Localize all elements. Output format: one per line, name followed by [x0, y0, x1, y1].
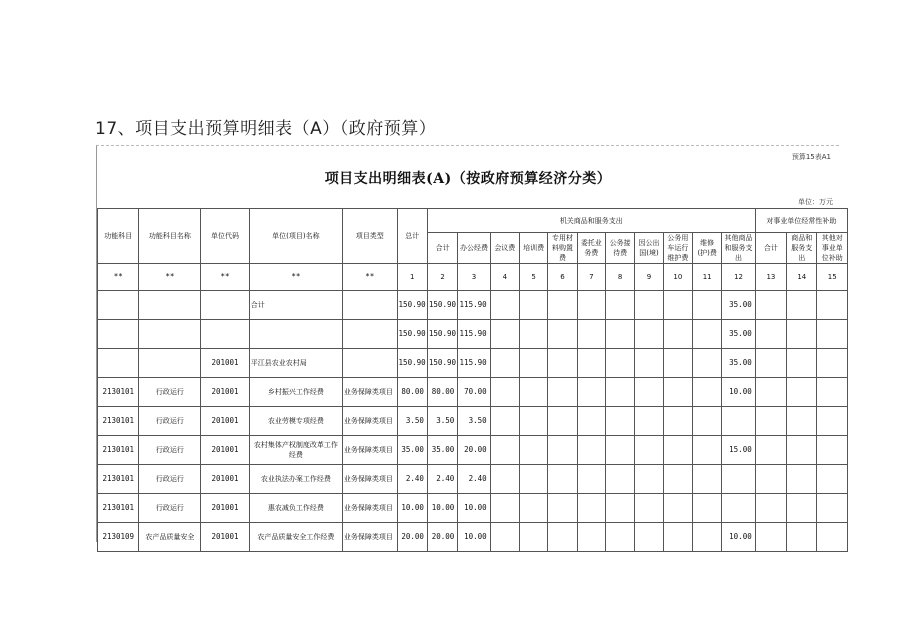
index-cell: ** [201, 264, 250, 291]
empty-cell [755, 523, 786, 552]
cell-subtotal: 150.90 [427, 291, 457, 320]
cell-office-expense: 20.00 [458, 436, 490, 465]
form-code: 预算15表A1 [791, 153, 831, 161]
index-cell: 4 [490, 264, 519, 291]
empty-cell [605, 291, 634, 320]
empty-cell [519, 436, 547, 465]
empty-cell [519, 523, 547, 552]
empty-cell [635, 465, 663, 494]
cell-subtotal: 2.40 [427, 465, 457, 494]
empty-cell [787, 436, 817, 465]
cell-other-goods: 15.00 [722, 436, 755, 465]
table-row [98, 523, 848, 552]
empty-cell [817, 494, 848, 523]
index-cell: ** [139, 264, 201, 291]
cell-total: 80.00 [397, 378, 427, 407]
cell-unit-code: 201001 [201, 349, 250, 378]
cell-func-code: 2130109 [98, 523, 139, 552]
cell-office-expense: 10.00 [458, 494, 490, 523]
header-sub: 委托业务费 [577, 233, 605, 264]
cell-other-goods: 35.00 [722, 291, 755, 320]
cell-subtotal: 150.90 [427, 320, 457, 349]
empty-cell [605, 349, 634, 378]
empty-cell [755, 378, 786, 407]
index-cell: 6 [548, 264, 577, 291]
empty-cell [635, 407, 663, 436]
empty-cell [755, 465, 786, 494]
header-sub: 维修(护)费 [693, 233, 722, 264]
cell-unit-name: 农业劳模专项经费 [249, 407, 342, 436]
header-sub: 公务用车运行维护费 [663, 233, 692, 264]
cell-total: 10.00 [397, 494, 427, 523]
cell-unit-name: 平江县农业农村局 [249, 349, 342, 378]
empty-cell [693, 320, 722, 349]
index-cell: 5 [519, 264, 547, 291]
header-total: 总计 [397, 209, 427, 264]
header-sub: 其他对事业单位补助 [817, 233, 848, 264]
empty-cell [519, 349, 547, 378]
cell-total: 2.40 [397, 465, 427, 494]
empty-cell [635, 436, 663, 465]
header-func-name: 功能科目名称 [139, 209, 201, 264]
empty-cell [817, 465, 848, 494]
cell-unit-code: 201001 [201, 378, 250, 407]
cell-office-expense: 10.00 [458, 523, 490, 552]
cell-total: 35.00 [397, 436, 427, 465]
cell-unit-code: 201001 [201, 494, 250, 523]
cell-total: 3.50 [397, 407, 427, 436]
empty-cell [635, 378, 663, 407]
empty-cell [635, 349, 663, 378]
header-sub: 会议费 [490, 233, 519, 264]
cell-proj-type: 业务保障类项目 [342, 436, 397, 465]
cell-func-name: 行政运行 [139, 465, 201, 494]
empty-cell [663, 523, 692, 552]
cell-other-goods: 35.00 [722, 349, 755, 378]
cell-unit-code [201, 291, 250, 320]
empty-cell [817, 291, 848, 320]
cell-func-code [98, 291, 139, 320]
empty-cell [490, 349, 519, 378]
index-cell: 10 [663, 264, 692, 291]
empty-cell [605, 523, 634, 552]
table-row [98, 291, 848, 320]
header-sub: 合计 [755, 233, 786, 264]
empty-cell [693, 407, 722, 436]
empty-cell [787, 291, 817, 320]
empty-cell [817, 320, 848, 349]
cell-func-name: 行政运行 [139, 407, 201, 436]
empty-cell [548, 378, 577, 407]
header-sub: 专用材料购置费 [548, 233, 577, 264]
cell-unit-code: 201001 [201, 436, 250, 465]
cell-func-code: 2130101 [98, 494, 139, 523]
index-cell: 7 [577, 264, 605, 291]
index-cell: 9 [635, 264, 663, 291]
empty-cell [663, 436, 692, 465]
cell-unit-name: 农村集体产权制度改革工作经费 [249, 436, 342, 465]
empty-cell [577, 291, 605, 320]
cell-proj-type: 业务保障类项目 [342, 465, 397, 494]
project-expenditure-table [97, 208, 848, 552]
empty-cell [605, 436, 634, 465]
empty-cell [787, 494, 817, 523]
cell-unit-name: 惠农减负工作经费 [249, 494, 342, 523]
empty-cell [577, 378, 605, 407]
cell-proj-type: 业务保障类项目 [342, 378, 397, 407]
empty-cell [693, 349, 722, 378]
empty-cell [519, 291, 547, 320]
empty-cell [693, 291, 722, 320]
index-row [98, 264, 848, 291]
cell-subtotal: 10.00 [427, 494, 457, 523]
empty-cell [755, 436, 786, 465]
cell-unit-code [201, 320, 250, 349]
cell-total: 150.90 [397, 320, 427, 349]
empty-cell [663, 378, 692, 407]
header-sub: 培训费 [519, 233, 547, 264]
cell-func-code [98, 320, 139, 349]
empty-cell [635, 320, 663, 349]
empty-cell [519, 378, 547, 407]
empty-cell [787, 465, 817, 494]
cell-func-code [98, 349, 139, 378]
table-body [98, 291, 848, 552]
cell-unit-name: 合计 [249, 291, 342, 320]
empty-cell [817, 378, 848, 407]
table-row [98, 407, 848, 436]
empty-cell [548, 494, 577, 523]
cell-office-expense: 115.90 [458, 291, 490, 320]
empty-cell [605, 378, 634, 407]
table-title: 项目支出明细表(A)（按政府预算经济分类） [324, 171, 612, 187]
cell-subtotal: 150.90 [427, 349, 457, 378]
empty-cell [693, 523, 722, 552]
empty-cell [577, 349, 605, 378]
table-row [98, 436, 848, 465]
empty-cell [490, 523, 519, 552]
cell-other-goods [722, 407, 755, 436]
header-row-1 [98, 209, 848, 233]
header-sub: 合计 [427, 233, 457, 264]
cell-func-name: 行政运行 [139, 378, 201, 407]
index-cell: 1 [397, 264, 427, 291]
header-sub: 公务接待费 [605, 233, 634, 264]
index-cell: 3 [458, 264, 490, 291]
header-sub: 办公经费 [458, 233, 490, 264]
empty-cell [490, 436, 519, 465]
empty-cell [490, 320, 519, 349]
cell-proj-type: 业务保障类项目 [342, 407, 397, 436]
cell-proj-type [342, 320, 397, 349]
header-func-code: 功能科目 [98, 209, 139, 264]
empty-cell [693, 494, 722, 523]
cell-unit-code: 201001 [201, 407, 250, 436]
table-row [98, 349, 848, 378]
empty-cell [693, 436, 722, 465]
empty-cell [635, 494, 663, 523]
cell-unit-code: 201001 [201, 523, 250, 552]
cell-other-goods: 10.00 [722, 378, 755, 407]
empty-cell [817, 523, 848, 552]
empty-cell [519, 465, 547, 494]
empty-cell [663, 349, 692, 378]
index-cell: 11 [693, 264, 722, 291]
empty-cell [605, 407, 634, 436]
empty-cell [490, 465, 519, 494]
empty-cell [519, 494, 547, 523]
cell-unit-name: 乡村振兴工作经费 [249, 378, 342, 407]
cell-func-code: 2130101 [98, 465, 139, 494]
empty-cell [787, 407, 817, 436]
empty-cell [577, 523, 605, 552]
empty-cell [605, 465, 634, 494]
header-unit-code: 单位代码 [201, 209, 250, 264]
empty-cell [635, 291, 663, 320]
cell-func-name [139, 349, 201, 378]
index-cell: ** [342, 264, 397, 291]
empty-cell [490, 494, 519, 523]
empty-cell [519, 320, 547, 349]
cell-office-expense: 115.90 [458, 349, 490, 378]
cell-func-code: 2130101 [98, 378, 139, 407]
empty-cell [548, 465, 577, 494]
empty-cell [693, 378, 722, 407]
cell-unit-name: 农产品质量安全工作经费 [249, 523, 342, 552]
header-sub: 商品和服务支出 [787, 233, 817, 264]
empty-cell [817, 436, 848, 465]
empty-cell [755, 320, 786, 349]
cell-subtotal: 20.00 [427, 523, 457, 552]
cell-subtotal: 3.50 [427, 407, 457, 436]
header-sub: 其他商品和服务支出 [722, 233, 755, 264]
empty-cell [605, 494, 634, 523]
cell-other-goods [722, 465, 755, 494]
empty-cell [548, 523, 577, 552]
index-cell: ** [249, 264, 342, 291]
cell-func-code: 2130101 [98, 436, 139, 465]
empty-cell [548, 407, 577, 436]
empty-cell [817, 349, 848, 378]
empty-cell [548, 349, 577, 378]
unit-label: 单位：万元 [798, 198, 833, 206]
cell-office-expense: 70.00 [458, 378, 490, 407]
empty-cell [577, 494, 605, 523]
table-row [98, 378, 848, 407]
cell-func-name: 农产品质量安全 [139, 523, 201, 552]
empty-cell [663, 407, 692, 436]
header-proj-type: 项目类型 [342, 209, 397, 264]
empty-cell [693, 465, 722, 494]
cell-func-code: 2130101 [98, 407, 139, 436]
header-sub: 因公出国(境) [635, 233, 663, 264]
empty-cell [663, 494, 692, 523]
empty-cell [577, 436, 605, 465]
empty-cell [787, 378, 817, 407]
cell-other-goods: 10.00 [722, 523, 755, 552]
empty-cell [663, 465, 692, 494]
header-group-subsidy: 对事业单位经常性补助 [755, 209, 847, 233]
cell-func-name: 行政运行 [139, 494, 201, 523]
empty-cell [490, 291, 519, 320]
index-cell: 2 [427, 264, 457, 291]
cell-other-goods: 35.00 [722, 320, 755, 349]
empty-cell [577, 407, 605, 436]
empty-cell [663, 320, 692, 349]
budget-sheet [96, 145, 843, 542]
empty-cell [577, 320, 605, 349]
cell-unit-code: 201001 [201, 465, 250, 494]
empty-cell [663, 291, 692, 320]
empty-cell [755, 407, 786, 436]
empty-cell [635, 523, 663, 552]
index-cell: 12 [722, 264, 755, 291]
index-cell: 8 [605, 264, 634, 291]
cell-other-goods [722, 494, 755, 523]
cell-total: 150.90 [397, 291, 427, 320]
page-heading: 17、项目支出预算明细表（A）（政府预算） [95, 119, 437, 139]
empty-cell [755, 494, 786, 523]
empty-cell [548, 436, 577, 465]
header-unit-name: 单位(项目)名称 [249, 209, 342, 264]
cell-subtotal: 35.00 [427, 436, 457, 465]
empty-cell [519, 407, 547, 436]
empty-cell [787, 523, 817, 552]
cell-proj-type [342, 291, 397, 320]
cell-office-expense: 3.50 [458, 407, 490, 436]
empty-cell [605, 320, 634, 349]
cell-proj-type: 业务保障类项目 [342, 523, 397, 552]
cell-unit-name [249, 320, 342, 349]
cell-proj-type [342, 349, 397, 378]
cell-total: 20.00 [397, 523, 427, 552]
index-cell: 13 [755, 264, 786, 291]
empty-cell [755, 291, 786, 320]
empty-cell [577, 465, 605, 494]
empty-cell [755, 349, 786, 378]
table-row [98, 320, 848, 349]
cell-func-name [139, 320, 201, 349]
cell-func-name: 行政运行 [139, 436, 201, 465]
cell-office-expense: 115.90 [458, 320, 490, 349]
table-row [98, 465, 848, 494]
cell-office-expense: 2.40 [458, 465, 490, 494]
cell-proj-type: 业务保障类项目 [342, 494, 397, 523]
index-cell: ** [98, 264, 139, 291]
empty-cell [548, 291, 577, 320]
cell-unit-name: 农业执法办案工作经费 [249, 465, 342, 494]
cell-func-name [139, 291, 201, 320]
empty-cell [548, 320, 577, 349]
empty-cell [787, 320, 817, 349]
empty-cell [817, 407, 848, 436]
empty-cell [787, 349, 817, 378]
empty-cell [490, 378, 519, 407]
empty-cell [490, 407, 519, 436]
cell-total: 150.90 [397, 349, 427, 378]
table-row [98, 494, 848, 523]
index-cell: 15 [817, 264, 848, 291]
index-cell: 14 [787, 264, 817, 291]
cell-subtotal: 80.00 [427, 378, 457, 407]
header-group-goods-services: 机关商品和服务支出 [427, 209, 755, 233]
